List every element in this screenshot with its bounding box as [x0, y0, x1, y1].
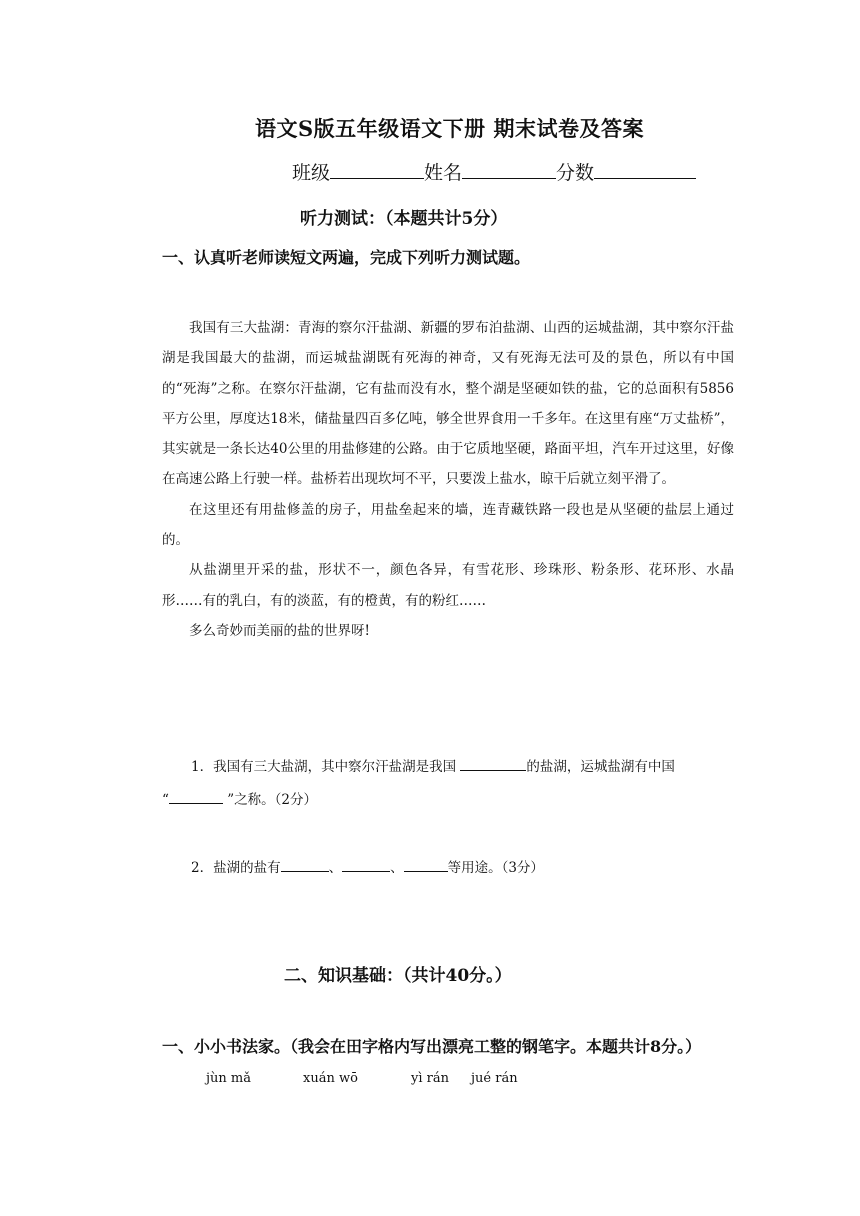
passage-paragraph: 我国有三大盐湖：青海的察尔汗盐湖、新疆的罗布泊盐湖、山西的运城盐湖，其中察尔汗盐湖是我国最大的盐湖，而运城盐湖既有死海的神奇，又有死海无法可及的景色，所以有中国的“死海”之称。在察尔汗盐湖，它有盐而没有水，整个湖是坚硬如铁的盐，它的总面积有5856平方公里，厚度达18米，储盐量四百多亿吨，够全世界食用一千多年。在这里有座“万丈盐桥”，其实就是一条长达40公里的用盐修建的公路。由于它质地坚硬，路面平坦，汽车开过这里，好像在高速公路上行驶一样。盐桥若出现坎坷不平，只要泼上盐水，晾干后就立刻平滑了。	[162, 320, 734, 488]
question-1-text-end: ”之称。（2分）	[227, 792, 317, 808]
passage-paragraph: 多么奇妙而美丽的盐的世界呀!	[189, 622, 370, 639]
answer-blank[interactable]	[460, 756, 526, 771]
calligraphy-title: 一、小小书法家。（我会在田字格内写出漂亮工整的钢笔字。本题共计8分。）	[162, 1037, 702, 1056]
score-label: 分数	[556, 162, 595, 184]
name-label: 姓名	[424, 162, 463, 184]
pinyin-item: jùn mǎ	[206, 1071, 251, 1086]
answer-blank[interactable]	[281, 857, 329, 872]
question-1-line-2	[162, 788, 317, 808]
answer-blank[interactable]	[169, 789, 223, 804]
pinyin-item: xuán wō	[303, 1071, 358, 1086]
page-title: 语文S版五年级语文下册 期末试卷及答案	[255, 116, 644, 141]
pinyin-item: jué rán	[471, 1071, 518, 1086]
question-1-text-cont: 的盐湖，运城盐湖有中国	[526, 759, 675, 775]
knowledge-heading: 二、知识基础：（共计40分。）	[284, 966, 512, 986]
answer-blank[interactable]	[342, 857, 390, 872]
student-info-line	[292, 158, 696, 185]
question-1-line-1	[191, 755, 675, 775]
listening-passage	[162, 313, 734, 646]
separator: 、	[328, 860, 343, 876]
listening-heading: 听力测试：（本题共计5分）	[300, 209, 508, 229]
pinyin-item: yì rán	[411, 1071, 449, 1086]
name-blank[interactable]	[462, 160, 556, 179]
listening-section-title: 一、认真听老师读短文两遍，完成下列听力测试题。	[162, 248, 531, 267]
question-2-text-end: 等用途。（3分）	[447, 860, 544, 876]
class-blank[interactable]	[330, 160, 424, 179]
open-quote: “	[162, 792, 169, 808]
passage-paragraph: 在这里还有用盐修盖的房子，用盐垒起来的墙，连青藏铁路一段也是从坚硬的盐层上通过的。	[162, 501, 734, 549]
passage-paragraph: 从盐湖里开采的盐，形状不一，颜色各异，有雪花形、珍珠形、粉条形、花环形、水晶形……有的乳白，有的淡蓝，有的橙黄，有的粉红……	[162, 562, 734, 609]
class-label: 班级	[292, 162, 331, 184]
question-2-text: 2．盐湖的盐有	[191, 860, 281, 876]
question-1-text: 1．我国有三大盐湖，其中察尔汗盐湖是我国	[191, 759, 457, 775]
separator: 、	[390, 860, 404, 876]
question-2	[191, 856, 544, 876]
score-blank[interactable]	[594, 160, 696, 179]
answer-blank[interactable]	[404, 857, 448, 872]
